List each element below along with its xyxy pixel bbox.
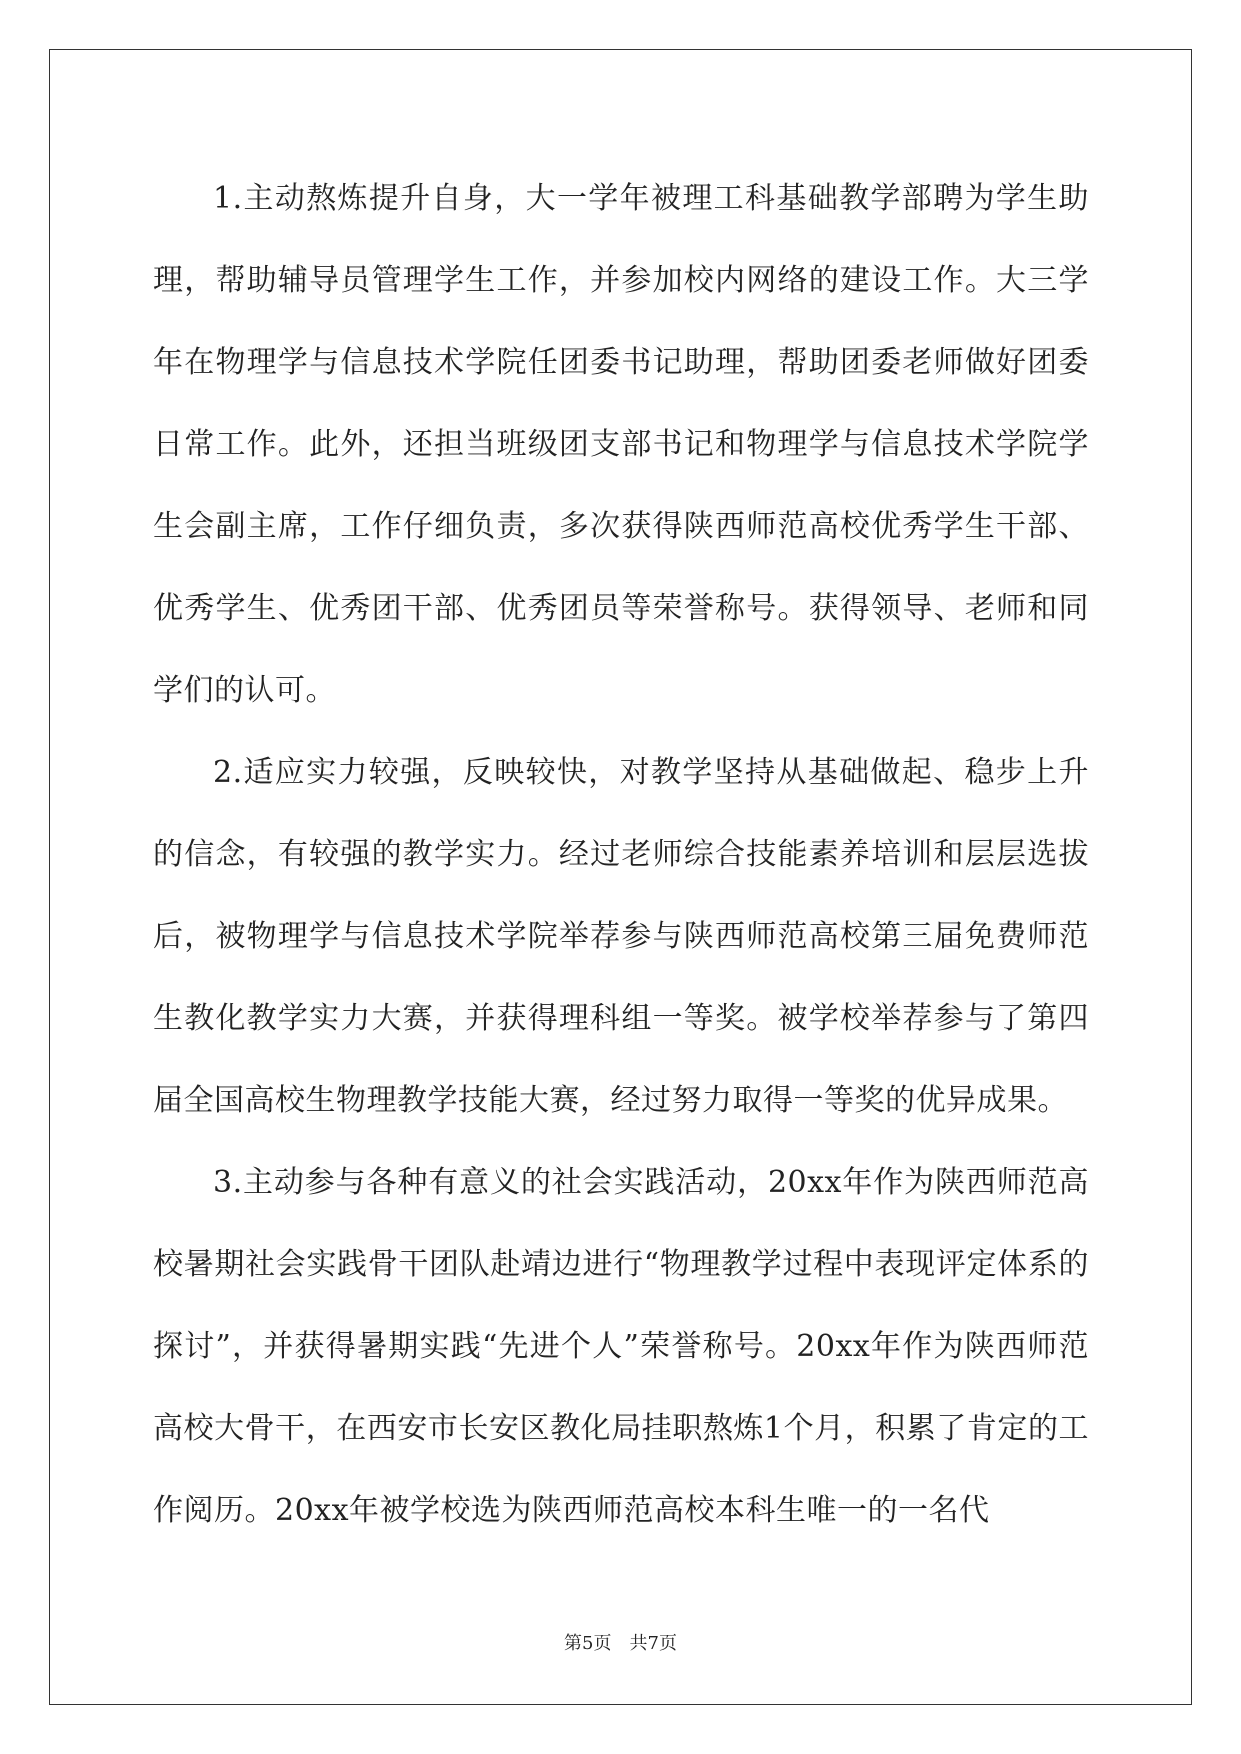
page-number: 第5页 xyxy=(564,1633,612,1654)
page-total: 共7页 xyxy=(629,1633,677,1654)
page-footer xyxy=(0,1632,1241,1656)
paragraph-1: 1.主动熬炼提升自身，大一学年被理工科基础教学部聘为学生助理，帮助辅导员管理学生工作，并参加校内网络的建设工作。大三学年在物理学与信息技术学院任团委书记助理，帮助团委老师做好团委日常工作。此外，还担当班级团支部书记和物理学与信息技术学院学生会副主席，工作仔细负责，多次获得陕西师范高校优秀学生干部、优秀学生、优秀团干部、优秀团员等荣誉称号。获得领导、老师和同学们的认可。 xyxy=(153,181,1089,708)
paragraph-2: 2.适应实力较强，反映较快，对教学坚持从基础做起、稳步上升的信念，有较强的教学实力。经过老师综合技能素养培训和层层选拔后，被物理学与信息技术学院举荐参与陕西师范高校第三届免费师范生教化教学实力大赛，并获得理科组一等奖。被学校举荐参与了第四届全国高校生物理教学技能大赛，经过努力取得一等奖的优异成果。 xyxy=(153,755,1089,1118)
document-body xyxy=(153,158,1089,1552)
paragraph-3: 3.主动参与各种有意义的社会实践活动，20xx年作为陕西师范高校暑期社会实践骨干团队赴靖边进行“物理教学过程中表现评定体系的探讨”，并获得暑期实践“先进个人”荣誉称号。20xx年作为陕西师范高校大骨干，在西安市长安区教化局挂职熬炼1个月，积累了肯定的工作阅历。20xx年被学校选为陕西师范高校本科生唯一的一名代 xyxy=(153,1165,1089,1528)
